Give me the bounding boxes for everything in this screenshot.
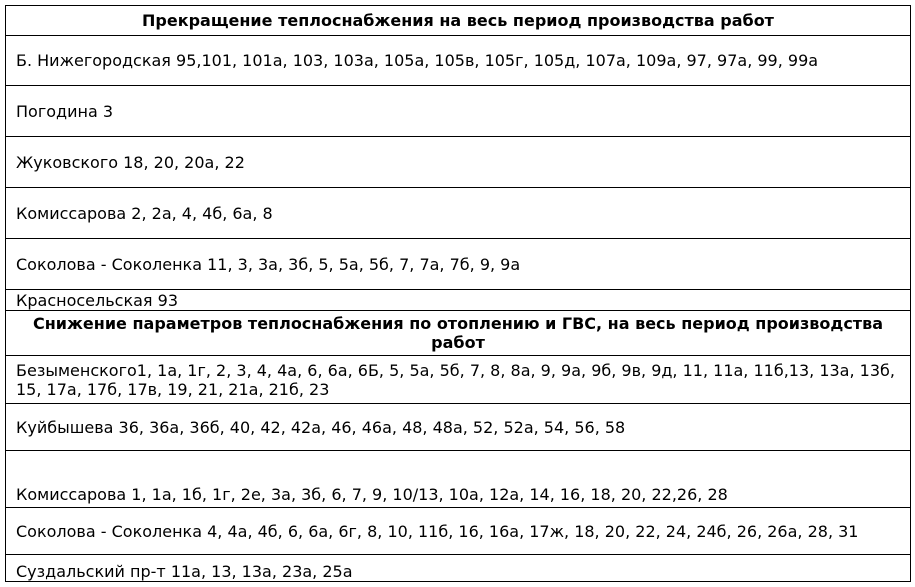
address-cell: Соколова - Соколенка 11, 3, 3а, 3б, 5, 5а, 5б, 7, 7а, 7б, 9, 9а	[6, 239, 911, 290]
table-row	[6, 508, 911, 555]
table-row	[6, 188, 911, 239]
section-heading-row	[6, 311, 911, 356]
table-row	[6, 451, 911, 508]
address-cell: Комиссарова 1, 1а, 1б, 1г, 2е, 3а, 3б, 6, 7, 9, 10/13, 10а, 12а, 14, 16, 18, 20, 22,26, 28	[6, 451, 911, 508]
table-row	[6, 404, 911, 451]
section-heading-shutdown: Прекращение теплоснабжения на весь период производства работ	[6, 6, 911, 36]
address-cell: Куйбышева 36, 36а, 36б, 40, 42, 42а, 46, 46а, 48, 48а, 52, 52а, 54, 56, 58	[6, 404, 911, 451]
table-row	[6, 239, 911, 290]
address-cell: Соколова - Соколенка 4, 4а, 4б, 6, 6а, 6г, 8, 10, 11б, 16, 16а, 17ж, 18, 20, 22, 24, 24б, 26, 26а, 28, 31	[6, 508, 911, 555]
table-row	[6, 356, 911, 404]
address-cell: Погодина 3	[6, 86, 911, 137]
address-cell: Б. Нижегородская 95,101, 101а, 103, 103а, 105а, 105в, 105г, 105д, 107а, 109а, 97, 97а, 99, 99а	[6, 36, 911, 86]
table-row	[6, 555, 911, 582]
table-row	[6, 137, 911, 188]
section-heading-row	[6, 6, 911, 36]
heating-schedule-table	[5, 5, 911, 582]
address-cell: Красносельская 93	[6, 290, 911, 311]
address-cell: Безыменского1, 1а, 1г, 2, 3, 4, 4а, 6, 6а, 6Б, 5, 5а, 5б, 7, 8, 8а, 9, 9а, 9б, 9в, 9д, 11, 11а, 11б,13, 13а, 13б, 15, 17а, 17б, 17в, 19, 21, 21а, 21б, 23	[6, 356, 911, 404]
section-heading-reduction: Снижение параметров теплоснабжения по отоплению и ГВС, на весь период производства работ	[6, 311, 911, 356]
table-row	[6, 86, 911, 137]
table-row	[6, 290, 911, 311]
table-row	[6, 36, 911, 86]
address-cell: Суздальский пр-т 11а, 13, 13а, 23а, 25а	[6, 555, 911, 582]
address-cell: Комиссарова 2, 2а, 4, 4б, 6а, 8	[6, 188, 911, 239]
address-cell: Жуковского 18, 20, 20а, 22	[6, 137, 911, 188]
